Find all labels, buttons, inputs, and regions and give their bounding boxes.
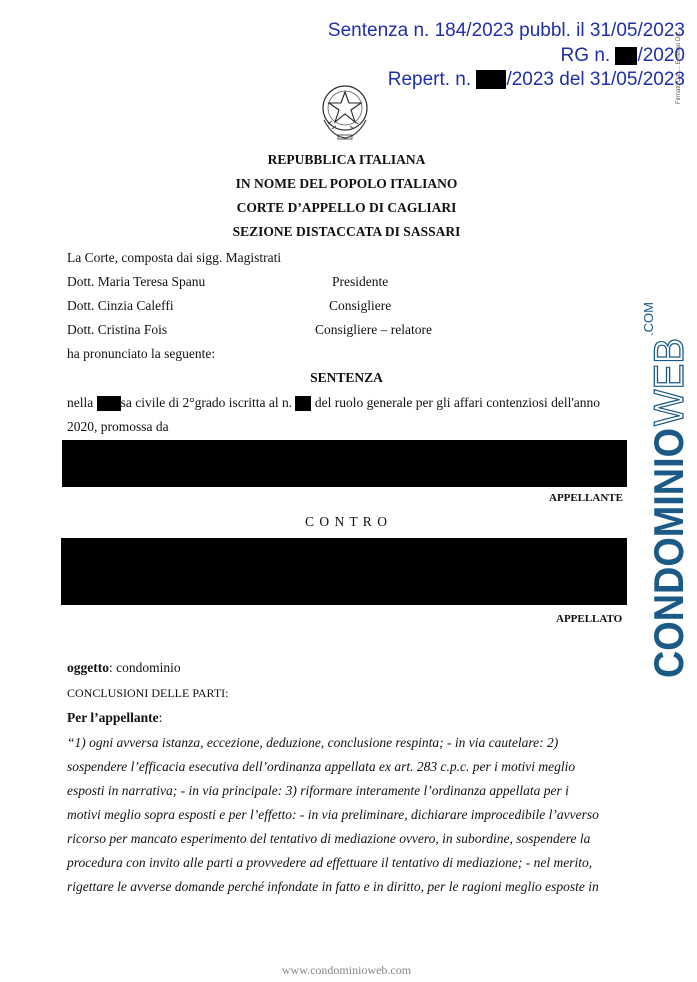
conclusions-quote <box>67 731 626 899</box>
redaction-box <box>97 396 121 411</box>
redaction-box <box>615 47 637 65</box>
quote-line: “1) ogni avversa istanza, eccezione, deduzione, conclusione respinta; - in via cautelare: 2) <box>67 735 559 750</box>
per-appellante-colon: : <box>158 710 163 725</box>
stamp-line-repert <box>388 69 685 91</box>
brand-com-text: .COM <box>641 302 656 336</box>
header-corte-appello: CORTE D’APPELLO DI CAGLIARI <box>236 200 457 215</box>
signature-vertical-text <box>671 20 685 105</box>
oggetto-value: : condominio <box>108 660 181 675</box>
header-nome-popolo: IN NOME DEL POPOLO ITALIANO <box>235 176 458 191</box>
conclusioni-heading: CONCLUSIONI DELLE PARTI: <box>67 686 229 700</box>
quote-line: rigettare le avverse domande perché infondate in fatto e in diritto, per le ragioni meglio esposte in <box>67 879 599 894</box>
stamp-line-sentenza: Sentenza n. 184/2023 pubbl. il 31/05/2023 <box>327 20 685 41</box>
redaction-box <box>476 70 506 89</box>
appellante-label: APPELLANTE <box>549 492 623 504</box>
quote-line: esposti in narrativa; - in via principale: 3) riformare interamente l’ordinanza appellata per i <box>67 783 569 798</box>
stamp-rg-prefix: RG n. <box>560 45 616 66</box>
footer-url: www.condominioweb.com <box>281 963 412 977</box>
signature-vertical-svg <box>671 20 685 105</box>
case-line-2: 2020, promossa da <box>67 419 169 434</box>
stamp-line-rg <box>561 45 685 67</box>
appellee-redaction-block <box>61 538 627 605</box>
judge-name: Dott. Cinzia Caleffi <box>67 298 174 313</box>
judge-name: Dott. Cristina Fois <box>67 322 168 337</box>
brand-web-text: WEB <box>645 330 692 426</box>
per-appellante-label: Per l’appellante <box>67 710 159 725</box>
court-intro: La Corte, composta dai sigg. Magistrati <box>67 250 282 265</box>
quote-line: sospendere l’efficacia esecutiva dell’ordinanza appellata ex art. 283 c.p.c. per i motivi meglio <box>67 759 576 774</box>
case-line <box>67 395 627 411</box>
per-appellante-line <box>67 710 162 726</box>
case-line-part1: nella <box>67 395 97 410</box>
appellato-label: APPELLATO <box>556 613 623 625</box>
judge-role: Consigliere <box>329 298 392 313</box>
oggetto-label: oggetto <box>67 660 109 675</box>
oggetto-line <box>67 660 181 676</box>
stamp-repert-prefix: Repert. n. <box>387 69 477 90</box>
quote-line: procedura con invito alle parti a provvedere ad effettuare il tentativo di mediazione; - nel merito, <box>67 855 593 870</box>
quote-line: motivi meglio sopra esposti e per l’effetto: - in via preliminare, dichiarare improcedibile l’avverso <box>67 807 599 822</box>
judge-role: Presidente <box>332 274 389 289</box>
judge-role: Consigliere – relatore <box>315 322 432 337</box>
pronounced-text: ha pronunciato la seguente: <box>67 346 216 361</box>
stamp-rg-suffix: /2020 <box>637 45 685 66</box>
condominioweb-vertical-logo <box>641 285 697 680</box>
case-line-part3: del ruolo generale per gli affari contenziosi dell'anno <box>311 395 601 410</box>
judge-name: Dott. Maria Teresa Spanu <box>67 274 206 289</box>
brand-main-text: CONDOMINIO <box>645 400 692 678</box>
stamp-repert-suffix: /2023 del 31/05/2023 <box>506 69 685 90</box>
appellant-redaction-block <box>62 440 627 487</box>
sentenza-title: SENTENZA <box>310 370 383 385</box>
redaction-box <box>295 396 311 411</box>
quote-line: ricorso per mancato esperimento del tentativo di mediazione ovvero, in subordine, sospendere la <box>67 831 591 846</box>
header-repubblica: REPUBBLICA ITALIANA <box>267 152 426 167</box>
header-sezione: SEZIONE DISTACCATA DI SASSARI <box>232 224 461 239</box>
signature-vertical-label: Firmato Da: ... Emesso Da: ... <box>676 24 682 104</box>
case-line-part2: sa civile di 2°grado iscritta al n. <box>120 395 296 410</box>
contro-label: C O N T R O <box>305 514 388 529</box>
italian-emblem-icon <box>318 80 372 142</box>
